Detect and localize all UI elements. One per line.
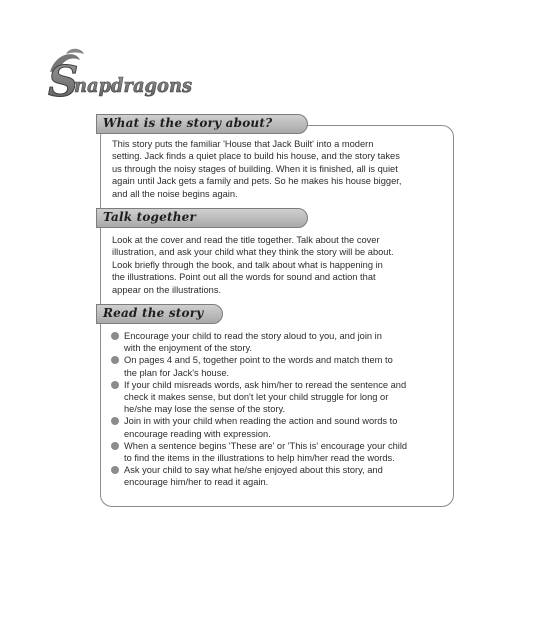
about-line: again until Jack gets a family and pets. So he makes his house bigger,: [112, 176, 402, 187]
bullet-icon: [111, 356, 119, 364]
bullet-icon: [111, 442, 119, 450]
tip-line: check it makes sense, but don't let your child struggle for long or: [124, 392, 389, 403]
tip-line: the plan for Jack's house.: [124, 367, 230, 378]
talk-line: the illustrations. Point out all the words for sound and action that: [112, 272, 376, 283]
read-tips-list: [110, 330, 452, 489]
about-paragraph: [112, 138, 452, 200]
section-title-read: Read the story: [103, 306, 204, 320]
bullet-icon: [111, 381, 119, 389]
tip-line: he/she may lose the sense of the story.: [124, 404, 286, 415]
bullet-icon: [111, 466, 119, 474]
tip-line: When a sentence begins 'These are' or 'This is' encourage your child: [124, 440, 408, 451]
tip-line: Encourage your child to read the story aloud to you, and join in: [124, 331, 382, 341]
section-header-talk: [96, 208, 308, 228]
tip-line: with the enjoyment of the story.: [124, 343, 252, 354]
tip-line: encourage him/her to read it again.: [124, 477, 269, 488]
talk-line: appear on the illustrations.: [112, 284, 222, 295]
logo-text: napdragons: [74, 73, 192, 97]
about-line: and all the noise begins again.: [112, 188, 238, 199]
list-item: [110, 330, 452, 354]
section-header-read: [96, 304, 223, 324]
talk-paragraph: [112, 234, 452, 296]
tip-line: to find the items in the illustrations to help him/her read the words.: [124, 453, 395, 464]
tip-line: Join in with your child when reading the action and sound words to: [124, 416, 398, 427]
list-item: [110, 379, 452, 416]
talk-line: Look briefly through the book, and talk about what is happening in: [112, 259, 383, 270]
snapdragons-logo: [46, 46, 196, 108]
tip-line: On pages 4 and 5, together point to the words and match them to: [124, 355, 393, 366]
bullet-icon: [111, 417, 119, 425]
list-item: [110, 464, 452, 488]
list-item: [110, 415, 452, 439]
list-item: [110, 440, 452, 464]
talk-line: Look at the cover and read the title together. Talk about the cover: [112, 235, 380, 245]
tip-line: Ask your child to say what he/she enjoyed about this story, and: [124, 465, 383, 476]
section-title-talk: Talk together: [103, 210, 197, 224]
about-line: setting. Jack finds a quiet place to build his house, and the story takes: [112, 151, 400, 162]
svg-text:S: S: [48, 57, 79, 106]
bullet-icon: [111, 332, 119, 340]
about-line: us through the noisy stages of building. When it is finished, all is quiet: [112, 163, 398, 174]
section-title-about: What is the story about?: [103, 116, 273, 130]
tip-line: If your child misreads words, ask him/her to reread the sentence and: [124, 379, 407, 390]
tip-line: encourage reading with expression.: [124, 428, 271, 439]
talk-line: illustration, and ask your child what they think the story will be about.: [112, 247, 394, 258]
section-header-about: [96, 114, 308, 134]
about-line: This story puts the familiar 'House that Jack Built' into a modern: [112, 139, 374, 149]
list-item: [110, 354, 452, 378]
